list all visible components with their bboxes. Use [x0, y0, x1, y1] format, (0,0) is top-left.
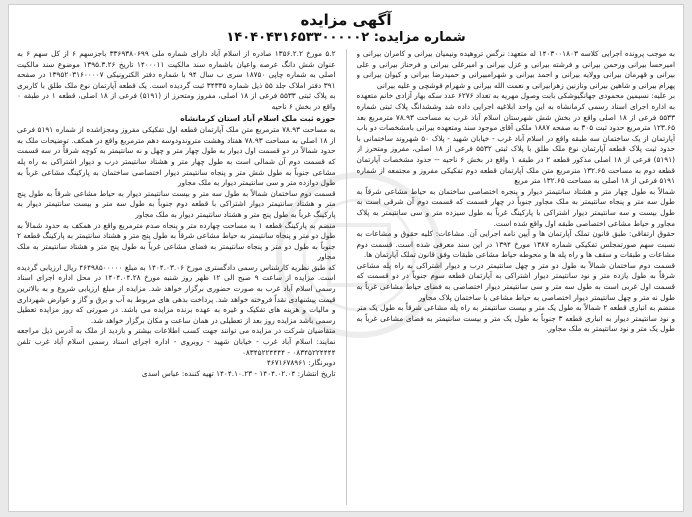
paragraph: متقاضیان شرکت در مزایده می توانند جهت کسب اطلاعات بیشتر و بازدید از ملک به آدرس ذیل مراجعه نمایند: اسلام آباد غرب - خیابان شهید - روبروی - اداره اجرای اسناد رسمی اسلام آباد غرب تلفن ۰۸۳۴۵۲۲۴۴۴۴ - ۰۸۳۴۵۲۲۴۴۴۴ [17, 326, 336, 357]
right-column [357, 49, 676, 505]
column-divider [346, 49, 347, 505]
paragraph: دوبرنگار: ۴۶۷۱۶۷۸۹۶۱ [266, 358, 336, 368]
notice-title: آگهی مزایده [300, 11, 392, 29]
paragraph: تاریخ انتشار: ۱۴۰۴.۰۲.۰۴ - ۱۴۰۴.۱۰.۲۳ تهیه کننده: عباس اسدی [141, 368, 336, 378]
paragraph: که طبق نظریه کارشناس رسمی دادگستری مورخ ۱۴۰۴.۰۳.۰۶ به مبلغ ۴۶۴۹۸۵۰۰۰۰۰ ریال ارزیابی گردیده است. مزایده از ساعت ۹ صبح الی ۱۲ ظهر روز شنبه مورخ ۱۴۰۴.۰۴.۲۸ در محل اداره اجرای اسناد رسمی اسلام آباد غرب به صورت حضوری برگزار خواهد شد. مزایده از مبلغ ارزیابی شروع و به بالاترین قیمت پیشنهادی نقداً فروخته خواهد شد. پرداخت بدهی های مربوط به آب و برق و گاز و عوارض شهرداری و مالیات و هزینه های تفکیک و غیره به عهده برنده مزایده می باشد. در صورتی که روز مزایده تعطیل رسمی باشد مزایده روز بعد از تعطیلی در همان ساعت و مکان برگزار خواهد شد. [17, 262, 336, 325]
paragraph: بر علیه: نسیمین محمودی جهانگیوشکی بابت وصول مهریه به تعداد ۶۲۷۶ عدد سکه بهار آزادی خانم متعهده به اداره اجرای اسناد رسمی کرمانشاه به این واحد ابلاغیه اجرایی داده شد وششدانگ پلاک ثبتی شماره ۵۵۳۳ فرعی از ۱۸ اصلی واقع در بخش شش شهرستان اسلام آباد غرب به مساحت ۷۸.۹۳ مترمربع بعد ۱۲۳.۶۵ مترمربع حدود ثبت ۳۰۵ به صفحه ۱۸۸۷ ملکی آقای موجود سند ومتعهده بیرانی بامشخصات دو باب آپارتمان از یک ساختمان سه طبقه واقع در اسلام آباد غرب - خیابان شهید - پلاک ۵۰ شهروند ساختمانی با حدود ثبت پلاک قطعه آپارتمان نوع ملک طلق با پلاک ثبتی ۵۵۳۲ فرعی از ۱۸ اصلی، مفروز ومتحرز از (۵۱۹۱) فرعی از ۱۸ اصلی مذکور قطعه ۲ در طبقه ۱ واقع در بخش ۶ ناحیه -- حدود مشخصات آپارتمان قطعه دوم به مساحت ۱۳۲.۶۵ مترمربع متن ملک آپارتمان قطعه دوم تفکیکی مفروز و مجتمعه از شماره ۵۱۹۱ فرعی از ۱۸ اصلی به مساحت ۱۳۲.۶۵ متر مربع [356, 91, 675, 186]
paragraph: به موجب پرونده اجرایی کلاسه ۱۴۰۳۰۰۱۸۰۳ له متعهد: نرگس تروهیده ونیمیان بیرانی و کامران بیرانی و امیرحسا بیرانی ورحمن بیرانی و فرشته بیرانی و غزل بیرانی و امیرعلی بیرانی و فرحناز بیرانی و علی بیرانی و قهرمان بیرانی وولایه بیرانی و احمد بیرانی و شهرامبیرانی و حمیدرضا بیرانی و کیوان بیرانی و پهرام بیرانی و شاهین بیرانی ونازنین زهرابیرانی و نعمت الله بیرانی و شهرام قوشچی و علیه بیرانی [356, 49, 675, 90]
notice-page [8, 4, 684, 512]
paragraph: به مساحت ۷۸.۹۳ مترمربع متن ملک آپارتمان قطعه اول تفکیکی مفروز ومجزاشده از شماره ۵۱۹۱ فرعی از ۱۸ اصلی به مساحت ۷۸.۹۳ هفتاد وهشت متروندودوسه دهم مترمربع واقع در همکف. توضیحات ملک به حدود شمالاً در دو قسمت اول دیوار به طول چهار متر و چهل و نه سانتیمتر به کوچه شرقاً در سه قسمت که قسمت دوم آن شمالی است به طول چهار متر و هشتاد سانتیمتر درب و دیوار اشتراکی به راه پله مشاعی جنوباً به طول شش متر و پنجاه سانتیمتر دیوار اختصاصی ساختمان به پارکینگ مشاعی غرباً به طول دوازده متر و سی سانتیمتر دیوار به ملک مجاور [17, 125, 336, 188]
paragraph: منضم به پارکینگ قطعه ۱ به مساحت چهارده متر و پنجاه صدم مترمربع واقع در همکف به حدود شمالاً به طول دو متر و پنجاه سانتیمتر به حیاط مشاعی شرقاً به طول پنج متر و هشتاد سانتیمتر به پارکینگ قطعه ۲ جنوباً به طول دو متر و پنجاه سانتیمتر به فضای مشاعی غرباً به طول پنج متر و هشتاد سانتیمتر به ملک مجاور [17, 220, 336, 262]
notice-body [17, 49, 675, 505]
section-heading: حوزه ثبت ملک اسلام آباد استان کرمانشاه [180, 113, 336, 123]
paragraph: حقوق ارتفاقی: طبق قانون تملک آپارتمان ها و آیین نامه اجرایی آن. مشاعات: کلیه حقوق و مشاعات به نسبت سهم صورتمجلس تفکیکی شماره ۱۳۸۷ مورخ ۱۳۹۴ در این سند معرفی شده است. قسمت دوم مشاعات و طبقات و سقف ها و راه پله ها و محوطه حیاط مشاعی طبقات وفق قانون تملک آپارتمان ها. [356, 229, 675, 260]
auction-number: شماره مزایده: ۱۴۰۴۰۴۳۱۶۵۳۳۰۰۰۰۰۲ [226, 30, 466, 45]
notice-header [9, 11, 683, 46]
paragraph: قسمت دوم ساختمان شمالاً به طول دو متر و چهل سانتیمتر درب و دیوار اشتراکی به راه پله مشاعی شرقاً به طول یازده متر و نود سانتیمتر دیوار اشتراکی به آپارتمان قطعه سوم جنوباً در دو قسمت که قسمت اول غربی است به طول سه متر و سی سانتیمتر دیوار اختصاصی به فضای حیاط مشاعی غرباً به طول نه متر و چهل سانتیمتر دیوار اختصاصی به حیاط مشاعی با ساختمان پلاک مجاور [356, 260, 675, 302]
paragraph: منضم به انباری قطعه ۲ شمالاً به طول یک متر و بیست سانتیمتر به راه پله مشاعی شرقاً به طول یک متر و نود سانتیمتر دیوار به انباری قطعه ۳ جنوباً به طول یک متر و بیست سانتیمتر به فضای مشاعی غرباً به طول یک متر و نود سانتیمتر به ملک مجاور. [356, 303, 675, 334]
paragraph: شمالاً به طول چهار متر و هشتاد سانتیمتر دیوار و پنجره اختصاصی ساختمان به حیاط مشاعی شرقاً به طول سه متر و پنجاه سانتیمتر به ملک مجاور جنوباً در چهار قسمت که قسمت دوم آن شرقی است به طول بیست و سه سانتیمتر دیوار اشتراکی با پارکینگ غرباً به طول سیزده متر و سی سانتیمتر به پلاک مجاور و حیاط مشاعی اختصاصی طبقه اول واقع شده است. [356, 186, 675, 228]
paragraph: قسمت دوم ساختمان شمالاً به طول سه متر و بیست سانتیمتر دیوار به حیاط مشاعی شرقاً به طول پنج متر و هشتاد سانتیمتر دیوار اشتراکی با قطعه دوم جنوباً به طول سه متر و بیست سانتیمتر دیوار به پارکینگ غرباً به طول پنج متر و هشتاد سانتیمتر دیوار به ملک مجاور [17, 188, 336, 219]
left-column [17, 49, 336, 505]
paragraph: ۵.۲ مورخ ۱۳۵۶.۲.۲ صادره از اسلام آباد دارای شماره ملی ۳۳۶۹۳۸۰۶۹۹ باجزسهم ۶ از کل سهم ۶ به عنوان شش دانگ عرصه واعیان باشماره سند مالکیت ۱۴۰۰۰۱۱ تاریخ ۱۳۹۵.۳.۲۶ موضوع سند مالکیت اصلی به شماره چاپی ۱۸۷۵۰ سری ب سال ۹۴ با شماره دفتر الکترونیکی ۱۳۹۵۲۰۳۱۶۰۰۰۰۷ در صفحه ۳۹۱ دفتر املاک جلد ۵۵ ذیل شماره ۳۴۳۳۵ ثبت گردیده است. یک قطعه آپارتمان نوع ملک طلق با کاربری به پلاک ثبتی ۵۵۳۳ فرعی از ۱۸ اصلی، مفروز ومتحرز از (۵۱۹۱) فرعی از ۱۸ اصلی، قطعه ۱ در طبقه ۰ واقع در بخش ۶ ناحیه [17, 49, 336, 111]
